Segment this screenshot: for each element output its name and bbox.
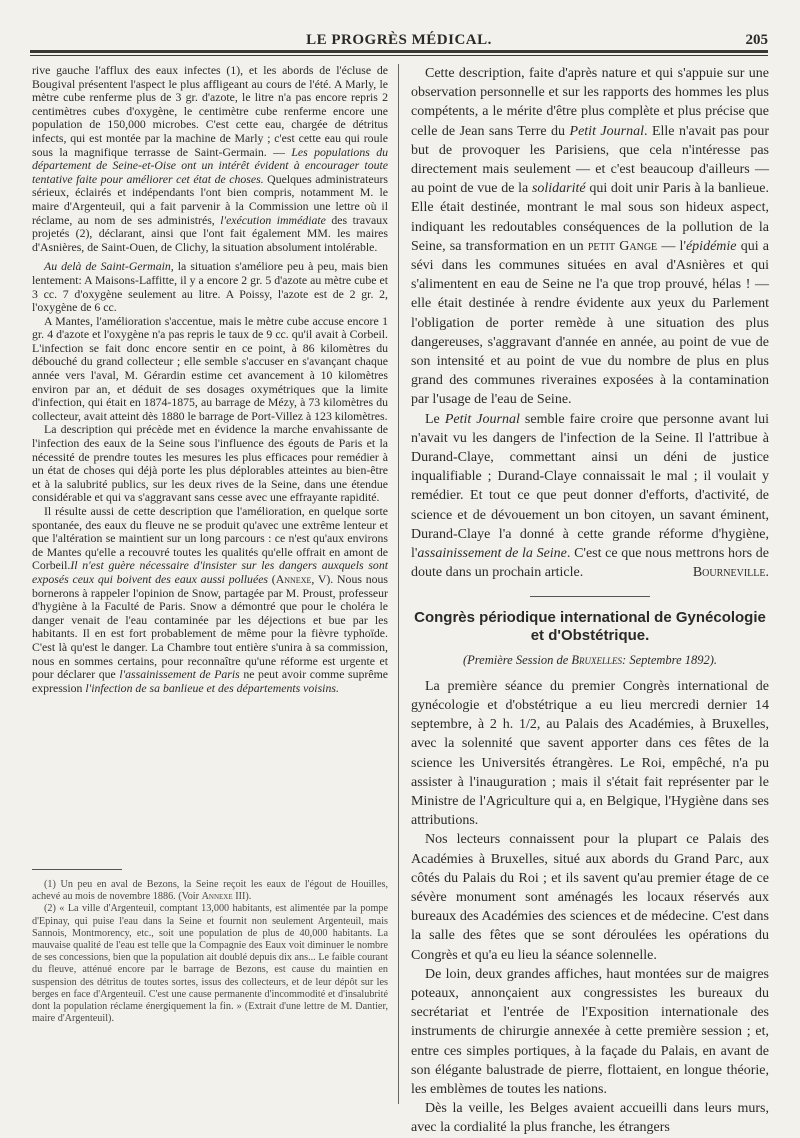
page-number: 205 — [745, 32, 768, 48]
section-heading: Congrès périodique international de Gynécologie et d'Obstétrique. — [414, 609, 766, 645]
header-rule-thin — [30, 55, 768, 56]
footnote-1: (1) Un peu en aval de Bezons, la Seine reçoit les eaux de l'égout de Houilles, achevé au mois de novembre 1886. (Voir Annexe III). — [32, 879, 388, 903]
footnote-2: (2) « La ville d'Argenteuil, comptant 13,000 habitants, est alimentée par la pompe d'Epinay, qui puise l'eau dans la Seine et fournit non seulement Argenteuil, mais Sannois, Montmorency, etc., soit une population de plus de 40,000 habitants. La mauvaise qualité de l'eau est telle que la Compagnie des Eaux voit diminuer le nombre de ses concessions, bien que la population ait doublé depuis dix ans... Le faible courant du fleuve, atténué encore par le barrage de Bezons, est cause du maintien en suspension des détritus de toutes sortes, issus des collecteurs, et de leur dépôt sur les berges en face d'Argenteuil. C'est une cause permanente d'incommodité et d'insalubrité dont la population réclame énergiquement la fin. » (Extrait d'une lettre de M. Dantier, maire d'Argenteuil). — [32, 903, 388, 1025]
section-rule — [530, 596, 650, 597]
right-paragraph-2: Le Petit Journal semble faire croire que personne avant lui n'avait vu les dangers de l'infection de la Seine. Il l'attribue à Durand-Claye, commettant ainsi un déni de justice inqualifiable ; Durand-Claye connaissait le mal ; il voulait y remédier. Et tout ce que peut donner d'efforts, d'activité, de science et de dévouement un bon citoyen, un savant éminent, Durand-Claye l'a donné à cette grande réforme d'hygiène, l'assainissement de la Seine. C'est ce que nous mettrons hors de doute dans un prochain article. Bourneville. — [411, 410, 769, 583]
section-subheading: (Première Session de Bruxelles: Septembre 1892). — [462, 653, 718, 668]
footnotes — [32, 879, 388, 1025]
left-paragraph-3: A Mantes, l'amélioration s'accentue, mais le mètre cube accuse encore 1 gr. 4 d'azote et l'oxygène n'a pas repris le taux de 9 cc. qu'il avait à Corbeil. L'infection se fait donc encore sentir en ce point, à 86 kilomètres du débouché du grand collecteur ; elle semble s'accuser en s'avançant chaque année vers l'aval, M. Gérardin estime cet avancement à 10 kilomètres environ par an, et déduit de ses dosages oxymétriques que la limite d'infection, qui était en 1874-1875, au barrage de Mézy, à 73 kilomètres du collecteur, avait atteint dès 1880 le barrage de Port-Villez à 123 kilomètres. — [32, 313, 388, 423]
journal-title: LE PROGRÈS MÉDICAL. — [306, 32, 492, 48]
page-header — [30, 30, 768, 52]
left-column — [32, 64, 388, 695]
right-paragraph-1: Cette description, faite d'après nature et qui s'appuie sur une observation personnelle et sur les rapports des hommes les plus compétents, a le mérite d'être plus complète et plus précise que celle de Jean sans Terre du Petit Journal. Elle n'avait pas pour but de provoquer les Parisiens, que cela n'intéresse pas directement mais seulement — et c'est beaucoup d'ailleurs — au point de vue de la solidarité qui doit unir Paris à la banlieue. Elle était destinée, montrant le mal sous son hideux aspect, indiquant les redoutables conséquences de la pollution de la Seine, sa transformation en un petit Gange — l'épidémie qui a sévi dans les communes situées en aval d'Asnières et qui s'alimentent en eau de Seine ne l'a que trop prouvé, hélas ! — elle était destinée à rendre évidente aux yeux du Parlement l'obligation de porter remède à une situation des plus dangereuses, s'aggravant d'année en année, au point de vue de son intensité et au point de vue du nombre de plus en plus grand des communes riveraines exposées à la contamination par l'usage de l'eau de Seine. — [411, 66, 769, 408]
right-paragraph-5: De loin, deux grandes affiches, haut montées sur de maigres poteaux, annonçaient aux congressistes les bureaux du secrétariat et l'entrée de l'Exposition internationale des instruments de chirurgie annexée à cette première session ; et, entre ces simples portiques, à la façade du Palais, en avant de son élégante balustrade de pierre, flottaient, en longue théorie, les emblèmes de toutes les nations. — [411, 966, 769, 1097]
footnote-separator — [32, 869, 122, 870]
right-paragraph-4: Nos lecteurs connaissent pour la plupart ce Palais des Académies à Bruxelles, situé aux abords du Grand Parc, aux côtés du Palais du Roi ; et ils savent qu'au premier étage de ce sévère monument sont aménagés les locaux réservés aux bureaux des Académies des sciences et de médecine. C'est dans la salle des fêtes que se sont déroulées les opérations du Congrès et qu'a eu lieu la séance solennelle. — [411, 832, 769, 963]
right-paragraph-3: La première séance du premier Congrès international de gynécologie et d'obstétrique a eu lieu mercredi dernier 14 septembre, à 2 h. 1/2, au Palais des Académies, à Bruxelles, avec la solennité que savent apporter dans ces fêtes de la science les Universités étrangères. Le Roi, empêché, n'a pu assister à l'inauguration ; mais il s'était fait représenter par le Ministre de l'Agriculture qui a, en Belgique, l'Hygiène dans ses attributions. — [411, 678, 769, 829]
left-paragraph-2: Au delà de Saint-Germain, la situation s'améliore peu à peu, mais bien lentement: A Maisons-Laffitte, il y a encore 2 gr. 5 d'azote au mètre cube et 3 cc. 7 d'oxygène seulement au litre. A Poissy, l'azote est de 2 gr. 2, l'oxygène de 6 cc. — [32, 259, 388, 315]
left-paragraph-4: La description qui précède met en évidence la marche envahissante de l'infection des eaux de la Seine sous l'influence des égouts de Paris et la nécessité de prendre toutes les mesures les plus efficaces pour remédier à un état de choses qui déjà porte les plus déplorables atteintes au bien-être et à la salubrité publics, sur les deux rives de la Seine, dans une étendue considérable et qui va s'aggravant sans cesse avec une effrayante rapidité. — [32, 422, 388, 505]
left-paragraph-5: Il résulte aussi de cette description que l'amélioration, en quelque sorte spontanée, des eaux du fleuve ne se produit qu'avec une extrême lenteur et que l'altération se maintient sur un long parcours : ce n'est qu'aux environs de Mantes qu'elle a recouvré toutes les qualités qu'elle offrait en amont de Corbeil.Il n'est guère nécessaire d'insister sur les dangers auxquels sont exposés ceux qui boivent des eaux aussi polluées (Annexe, V). Nous nous bornerons à rappeler l'opinion de Snow, partagée par M. Proust, professeur d'hygiène à la Faculté de Paris. Snow a démontré que pour le choléra le danger venait de l'eau contaminée par les déjections et bue par les habitants. Il en est fort probablement de même pour la fièvre typhoïde. C'est là qu'est le danger. La Chambre tout entière s'unira à sa commission, nous en sommes certains, pour reconnaître qu'une réforme est urgente et pour déclarer que l'assainissement de Paris ne peut avoir comme suprême expression l'infection de sa banlieue et des départements voisins. — [32, 504, 388, 695]
left-paragraph-1: rive gauche l'afflux des eaux infectes (1), et les abords de l'écluse de Bougival présentent l'aspect le plus affligeant au cours de l'été. A Marly, le mètre cube renferme plus de 3 gr. d'azote, le litre n'a pas encore repris 2 centimètres cubes d'oxygène, le centimètre cube renferme encore une population de 150,000 microbes. C'est cette eau, chargée de détritus infects, qui est montée par la machine de Marly ; c'est cette eau qui roule sous la magnifique terrasse de Saint-Germain. — Les populations du département de Seine-et-Oise ont un intérêt évident à encourager toute tentative faite pour améliorer cet état de choses. Quelques administrateurs sérieux, éclairés et indépendants l'ont bien compris, notamment M. le maire d'Argenteuil, qui a fait parvenir à la Commission une lettre où il réclame, au nom de ses administrés, l'exécution immédiate des travaux projetés (2), déclarant, ainsi que l'ont fait également MM. les maires d'Asnières, de Saint-Ouen, de Clichy, la situation absolument intolérable. — [32, 63, 389, 254]
header-rule-thick — [30, 50, 768, 53]
right-paragraph-6: Dès la veille, les Belges avaient accueilli dans leurs murs, avec la cordialité la plus franche, les étrangers — [411, 1101, 769, 1136]
signature: Bourneville. — [692, 565, 769, 581]
right-column — [411, 64, 769, 1138]
column-divider — [398, 64, 399, 1104]
